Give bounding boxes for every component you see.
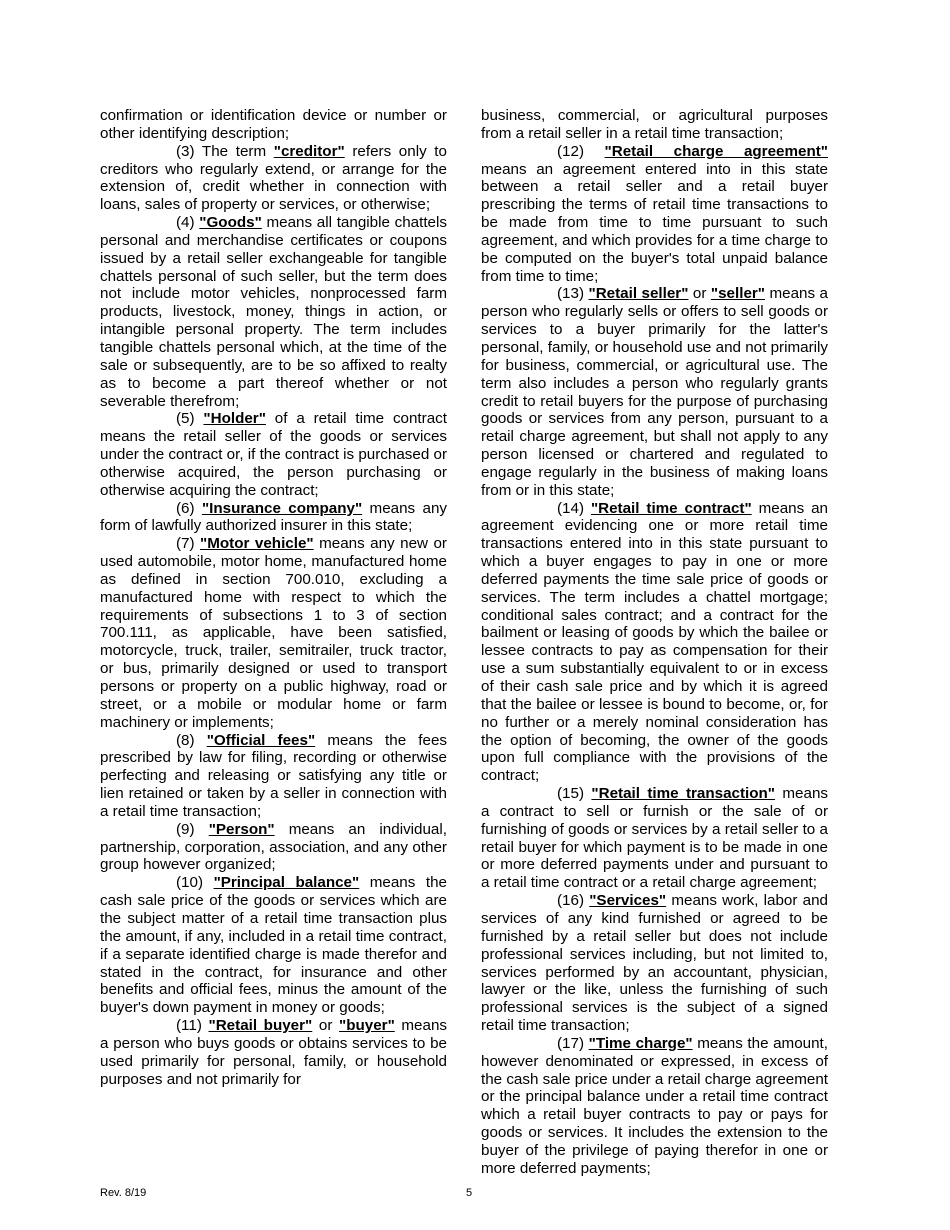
- definition-number: (5): [176, 410, 195, 428]
- definition-number: (15): [557, 785, 585, 803]
- defined-term-principal-balance: "Principal balance": [213, 874, 360, 892]
- definition-retail-time-transaction: [481, 785, 828, 892]
- definition-number: (8): [176, 731, 195, 749]
- page-number: 5: [466, 1187, 473, 1199]
- definition-number: (14): [557, 499, 585, 517]
- definition-text: means a person who regularly sells or offers to sell goods or services to a buyer primarily for the latter's personal, family, or household use and not primarily for business, commercial, or agricultural use. The term also includes a person who regularly grants credit to retail buyers for the purpose of purchasing goods or services from any person, pursuant to a retail charge agreement, but shall not apply to any person licensed or chartered and regulated to engage regularly in the business of making loans from or in this state;: [481, 285, 828, 499]
- definition-text: means any new or used automobile, motor home, manufactured home as defined in section 700.010, excluding a manufactured home with respect to which the requirements of subsections 1 to 3 of section 700.111, as applicable, have been satisfied, motorcycle, truck, trailer, semitrailer, truck tractor, or bus, primarily designed or used to transport persons or property on a public highway, road or street, or a mobile or modular home or farm machinery or implements;: [100, 535, 447, 731]
- definition-connector: or: [318, 1017, 333, 1035]
- defined-term-services: "Services": [589, 892, 667, 910]
- left-lead-paragraph: confirmation or identification device or number or other identifying description;: [100, 107, 447, 142]
- definition-time-charge: [481, 1035, 828, 1178]
- defined-term-seller: "seller": [710, 285, 765, 303]
- defined-term-creditor: "creditor": [273, 142, 345, 160]
- definition-text: means a contract to sell or furnish or the sale of or furnishing of goods or services by a retail seller to a retail buyer for which payment is to be made in one or more deferred payments under and pursuant to a retail time contract or a retail charge agreement;: [481, 785, 828, 892]
- definition-text: means an individual, partnership, corporation, association, and any other group however organized;: [100, 820, 447, 874]
- definition-person: [100, 821, 447, 875]
- definition-holder: [100, 410, 447, 499]
- defined-term-goods: "Goods": [199, 214, 262, 232]
- definition-retail-buyer: [100, 1017, 447, 1088]
- defined-term-insurance-company: "Insurance company": [201, 499, 363, 517]
- defined-term-retail-time-contract: "Retail time contract": [590, 499, 752, 517]
- right-lead-paragraph: business, commercial, or agricultural purposes from a retail seller in a retail time transaction;: [481, 107, 828, 142]
- definition-number: (10): [176, 874, 204, 892]
- definition-text: means work, labor and services of any kind furnished or agreed to be furnished by a retail seller but does not include professional services including, but not limited to, services performed by an accountant, physician, lawyer or the like, unless the furnishing of such professional services is the subject of a signed retail time transaction;: [481, 892, 828, 1035]
- defined-term-retail-time-transaction: "Retail time transaction": [591, 785, 776, 803]
- definition-number: (3) The term: [176, 142, 267, 160]
- definition-text: of a retail time contract means the retail seller of the goods or services under the contract or, if the contract is purchased or otherwise acquired, the person purchasing or otherwise acquiring the contract;: [100, 410, 447, 499]
- definition-retail-seller: [481, 285, 828, 499]
- defined-term-retail-seller: "Retail seller": [588, 285, 689, 303]
- definition-connector: or: [692, 285, 707, 303]
- definition-text: means a person who buys goods or obtains services to be used primarily for personal, family, or household purposes and not primarily for: [100, 1017, 447, 1088]
- definition-number: (11): [176, 1017, 202, 1035]
- definition-text: refers only to creditors who regularly extend, or arrange for the extension of, credit whether in connection with loans, sales of property or services, or otherwise;: [100, 142, 447, 214]
- definition-creditor: [100, 143, 447, 214]
- definition-number: (12): [557, 142, 585, 160]
- defined-term-buyer: "buyer": [339, 1017, 395, 1035]
- definition-number: (17): [557, 1034, 585, 1052]
- revision-label: Rev. 8/19: [100, 1187, 147, 1199]
- defined-term-retail-buyer: "Retail buyer": [208, 1017, 313, 1035]
- definition-services: [481, 892, 828, 1035]
- defined-term-retail-charge-agreement: "Retail charge agreement": [604, 142, 828, 160]
- definition-number: (7): [176, 535, 195, 553]
- left-column: [100, 107, 447, 1088]
- definition-retail-charge-agreement: [481, 143, 828, 286]
- definition-number: (6): [176, 499, 195, 517]
- definition-text: means the fees prescribed by law for filing, recording or otherwise perfecting and releasing or satisfying any title or lien retained or taken by a seller in connection with a retail time transaction;: [100, 731, 448, 820]
- defined-term-time-charge: "Time charge": [588, 1034, 693, 1052]
- definition-text: means any form of lawfully authorized insurer in this state;: [100, 499, 447, 535]
- definition-text: means the cash sale price of the goods or services which are the subject matter of a retail time transaction plus the amount, if any, included in a retail time contract, if a separate identified charge is made therefor and stated in the contract, for insurance and other benefits and official fees, minus the amount of the buyer's down payment in money or goods;: [100, 874, 447, 1017]
- defined-term-official-fees: "Official fees": [206, 731, 316, 749]
- definition-text: means an agreement entered into in this state between a retail seller and a retail buyer prescribing the terms of retail time transactions to be made from time to time pursuant to such agreement, and which provides for a time charge to be computed on the buyer's total unpaid balance from time to time;: [481, 160, 828, 285]
- definition-number: (4): [176, 214, 195, 232]
- definition-text: means all tangible chattels personal and merchandise certificates or coupons issued by a retail seller exchangeable for tangible chattels personal of such seller, but the term does not include motor vehicles, nonprocessed farm products, livestock, money, things in action, or intangible personal property. The term includes tangible chattels personal which, at the time of the sale or subsequently, are to be so affixed to realty as to become a part thereof whether or not severable therefrom;: [100, 214, 447, 410]
- definition-goods: [100, 214, 447, 410]
- definition-insurance-company: [100, 500, 447, 536]
- definition-principal-balance: [100, 874, 447, 1017]
- defined-term-motor-vehicle: "Motor vehicle": [200, 535, 314, 553]
- definition-text: means the amount, however denominated or expressed, in excess of the cash sale price under a retail charge agreement or the principal balance under a retail time contract which a retail buyer contracts to pay or pays for goods or services. It includes the extension to the buyer of the privilege of paying therefor in one or more deferred payments;: [481, 1034, 828, 1177]
- definition-number: (9): [176, 820, 195, 838]
- definition-official-fees: [100, 732, 447, 821]
- definition-number: (16): [557, 892, 585, 910]
- definition-number: (13): [557, 285, 585, 303]
- defined-term-person: "Person": [208, 820, 275, 838]
- defined-term-holder: "Holder": [203, 410, 266, 428]
- definition-retail-time-contract: [481, 500, 828, 786]
- definition-motor-vehicle: [100, 535, 447, 731]
- definition-text: means an agreement evidencing one or more retail time transactions entered into in this state pursuant to which a buyer engages to pay in one or more deferred payments the time sale price of goods or services. The term includes a chattel mortgage; conditional sales contract; and a contract for the bailment or leasing of goods by which the bailee or lessee contracts to pay as compensation for their use a sum substantially equivalent to or in excess of their cash sale price and by which it is agreed that the bailee or lessee is bound to become, or, for no further or a merely nominal consideration has the option of becoming, the owner of the goods upon full compliance with the provisions of the contract;: [481, 499, 828, 785]
- right-column: [481, 107, 828, 1178]
